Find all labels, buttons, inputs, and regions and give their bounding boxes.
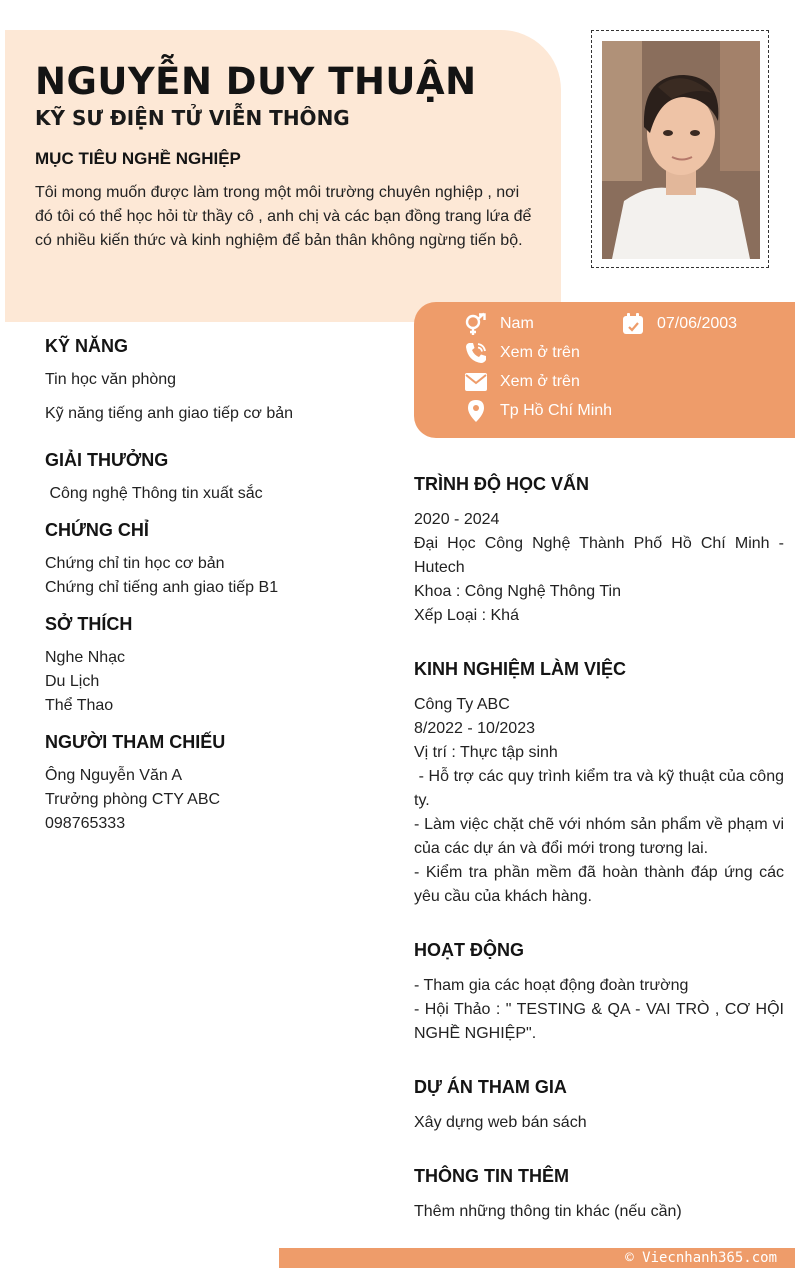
certificates-heading: CHỨNG CHỈ (45, 520, 149, 540)
education-grade: Xếp Loại : Khá (414, 607, 519, 624)
projects-heading: DỰ ÁN THAM GIA (414, 1077, 567, 1097)
reference-item: Trưởng phòng CTY ABC (45, 791, 221, 808)
birthday-value: 07/06/2003 (657, 315, 738, 332)
education-body (414, 508, 784, 628)
skill-item: Kỹ năng tiếng anh giao tiếp cơ bản (45, 405, 294, 422)
job-title: KỸ SƯ ĐIỆN TỬ VIỄN THÔNG (35, 106, 350, 130)
experience-duty: - Kiểm tra phần mềm đã hoàn thành đáp ứng các yêu cầu của khách hàng. (414, 864, 784, 905)
location-value: Tp Hồ Chí Minh (500, 402, 613, 419)
award-item: Công nghệ Thông tin xuất sắc (45, 485, 263, 502)
activities-heading: HOẠT ĐỘNG (414, 940, 524, 960)
additional-heading: THÔNG TIN THÊM (414, 1166, 569, 1186)
education-faculty: Khoa : Công Nghệ Thông Tin (414, 583, 621, 600)
certificate-item: Chứng chỉ tiếng anh giao tiếp B1 (45, 579, 279, 596)
hobby-item: Du Lịch (45, 673, 100, 690)
email-icon (464, 370, 488, 394)
experience-body (414, 693, 789, 909)
education-school: Đại Học Công Nghệ Thành Phố Hồ Chí Minh - Hutech (414, 535, 784, 576)
objective-heading: MỤC TIÊU NGHỀ NGHIỆP (35, 149, 241, 168)
gender-value: Nam (500, 315, 534, 332)
certificate-item: Chứng chỉ tin học cơ bản (45, 555, 225, 572)
hobby-item: Nghe Nhạc (45, 649, 126, 666)
activity-item: - Hội Thảo : " TESTING & QA - VAI TRÒ , CƠ HỘI NGHỀ NGHIỆP". (414, 1001, 784, 1042)
birthday-item (621, 312, 737, 336)
education-period: 2020 - 2024 (414, 511, 500, 528)
skills-heading: KỸ NĂNG (45, 336, 129, 356)
photo-frame (591, 30, 769, 268)
phone-item (464, 341, 580, 365)
reference-item: Ông Nguyễn Văn A (45, 767, 182, 784)
experience-company: Công Ty ABC (414, 696, 510, 713)
hobbies-heading: SỞ THÍCH (45, 614, 133, 634)
experience-heading: KINH NGHIỆM LÀM VIỆC (414, 659, 627, 679)
copyright-text: © Viecnhanh365.com (625, 1250, 777, 1266)
hobby-item: Thể Thao (45, 697, 114, 714)
profile-photo (602, 41, 760, 259)
email-item (464, 370, 580, 394)
gender-icon (464, 312, 488, 336)
phone-value: Xem ở trên (500, 344, 580, 361)
phone-icon (464, 341, 488, 365)
calendar-icon (621, 312, 645, 336)
experience-duty: - Hỗ trợ các quy trình kiểm tra và kỹ thuật của công ty. (414, 768, 789, 809)
references-heading: NGƯỜI THAM CHIẾU (45, 732, 226, 752)
experience-position: Vị trí : Thực tập sinh (414, 744, 558, 761)
candidate-name: NGUYỄN DUY THUẬN (35, 60, 477, 103)
location-icon (464, 399, 488, 423)
education-heading: TRÌNH ĐỘ HỌC VẤN (414, 474, 589, 494)
experience-period: 8/2022 - 10/2023 (414, 720, 535, 737)
activities-body (414, 974, 784, 1046)
activity-item: - Tham gia các hoạt động đoàn trường (414, 977, 689, 994)
project-text: Xây dựng web bán sách (414, 1114, 587, 1131)
email-value: Xem ở trên (500, 373, 580, 390)
reference-item: 098765333 (45, 815, 126, 832)
footer-bar (279, 1248, 795, 1268)
additional-text: Thêm những thông tin khác (nếu cần) (414, 1203, 682, 1220)
experience-duty: - Làm việc chặt chẽ với nhóm sản phẩm về phạm vi của các dự án và đổi mới trong tương lai. (414, 816, 784, 857)
contact-info-box (414, 302, 795, 438)
awards-heading: GIẢI THƯỞNG (45, 450, 169, 470)
gender-item (464, 312, 534, 336)
location-item (464, 399, 612, 423)
skill-item: Tin học văn phòng (45, 371, 177, 388)
objective-text: Tôi mong muốn được làm trong một môi trường chuyên nghiệp , nơi đó tôi có thể học hỏi từ thầy cô , anh chị và các bạn đồng trang lứa để có nhiều kiến thức và kinh nghiệm để bản thân không ngừng tiến bộ. (35, 184, 532, 249)
